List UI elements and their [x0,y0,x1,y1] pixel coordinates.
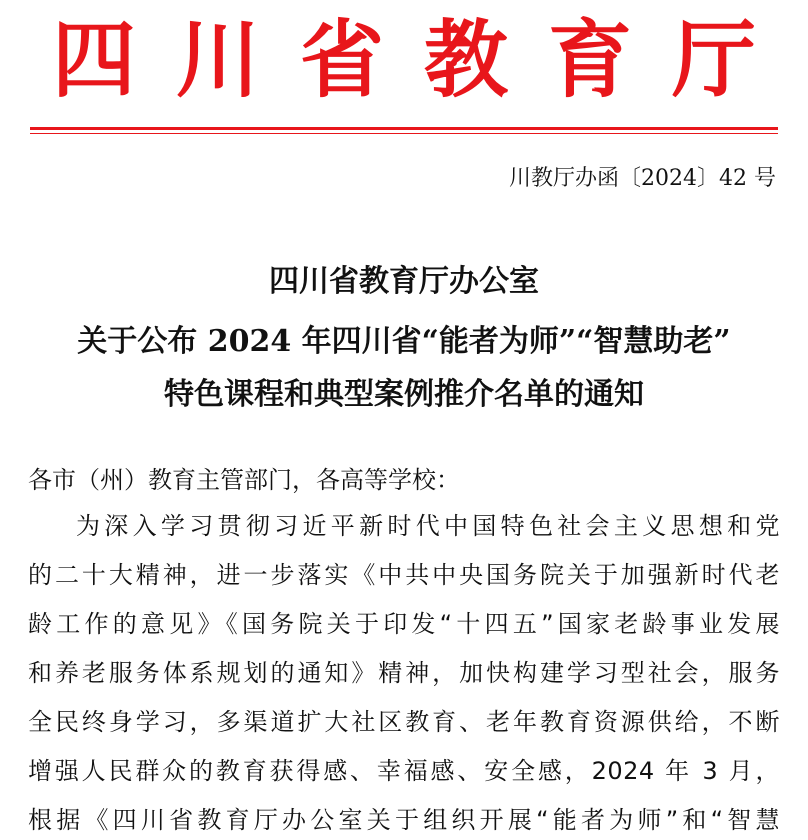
salutation: 各市（州）教育主管部门，各高等学校： [28,466,460,494]
body-line: 根据《四川省教育厅办公室关于组织开展“能者为师”和“智慧 [28,806,780,834]
body-line: 为深入学习贯彻习近平新时代中国特色社会主义思想和党 [76,512,780,540]
masthead-rule-thin [30,133,778,134]
body-line: 增强人民群众的教育获得感、幸福感、安全感，2024 年 3 月， [28,757,780,785]
body-line: 的二十大精神，进一步落实《中共中央国务院关于加强新时代老 [28,561,780,589]
masthead-title: 四川省教育厅 [51,10,796,109]
document-title-line-1: 四川省教育厅办公室 [269,264,539,299]
body-line: 龄工作的意见》《国务院关于印发“十四五”国家老龄事业发展 [28,610,780,638]
body-line: 和养老服务体系规划的通知》精神，加快构建学习型社会，服务 [28,659,780,687]
document-title-line-2: 关于公布 2024 年四川省“能者为师”“智慧助老” [77,324,731,359]
document-number: 川教厅办函〔2024〕42 号 [509,166,776,191]
body-line: 全民终身学习，多渠道扩大社区教育、老年教育资源供给，不断 [28,708,780,736]
masthead-rule-thick [30,127,778,130]
document-title-line-3: 特色课程和典型案例推介名单的通知 [164,377,644,412]
